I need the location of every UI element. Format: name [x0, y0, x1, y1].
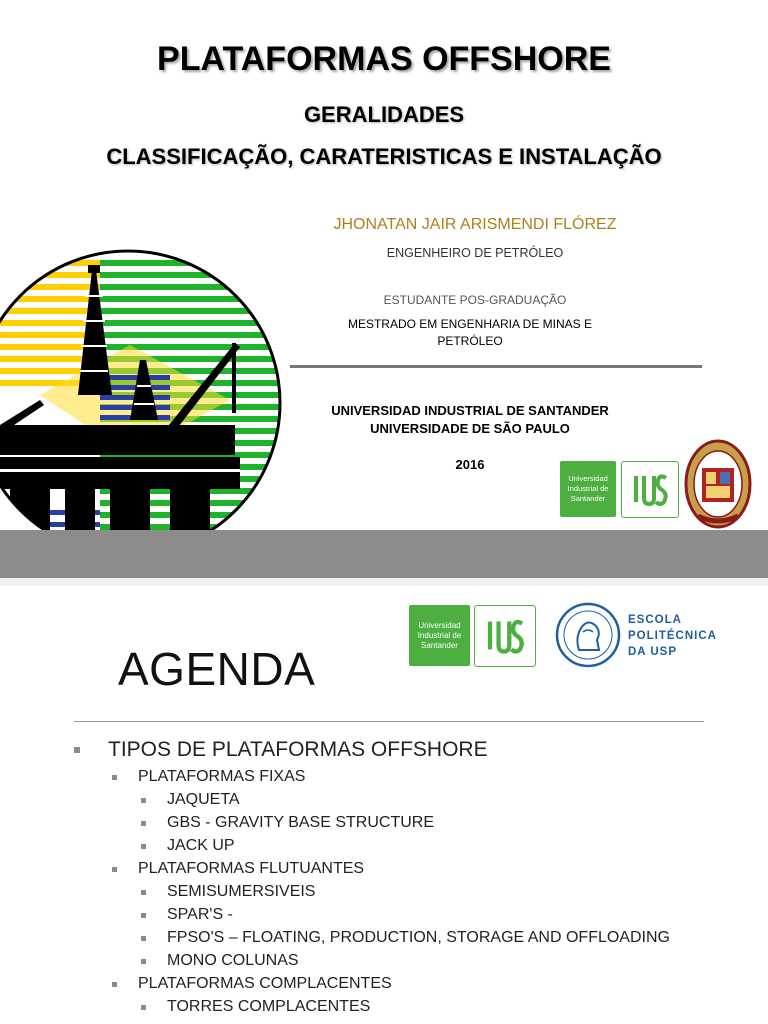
escola-politecnica-seal-icon	[555, 602, 621, 668]
escola-line2: POLITÉCNICA	[628, 630, 717, 642]
list-item: TIPOS DE PLATAFORMAS OFFSHORE	[108, 738, 488, 762]
bullet-icon	[141, 913, 146, 918]
bullet-icon	[141, 1005, 146, 1010]
list-item: PLATAFORMAS FIXAS	[138, 768, 305, 786]
bullet-icon	[141, 936, 146, 941]
subtitle-classificacao: CLASSIFICAÇÃO, CARATERISTICAS E INSTALAÇÃO	[106, 144, 662, 169]
escola-line1: ESCOLA	[628, 614, 682, 626]
master-program	[335, 316, 605, 350]
uis-monogram-icon	[475, 606, 535, 666]
agenda-heading: AGENDA	[118, 643, 316, 695]
bullet-icon	[112, 775, 117, 780]
bullet-icon	[112, 867, 117, 872]
subtitle-geralidades: GERALIDADES	[303, 102, 465, 127]
divider	[290, 365, 702, 368]
escola-line3: DA USP	[628, 646, 678, 658]
uis-logo-text: Universidad Industrial de Santander	[417, 620, 462, 650]
presentation-title: PLATAFORMAS OFFSHORE	[157, 40, 611, 78]
footer-bar	[0, 530, 768, 578]
uis-logo-text-block	[409, 605, 470, 666]
list-item: JAQUETA	[167, 791, 240, 809]
list-item: FPSO'S – FLOATING, PRODUCTION, STORAGE AND OFFLOADING	[167, 929, 670, 947]
bullet-icon	[141, 798, 146, 803]
list-item: SEMISUMERSIVEIS	[167, 883, 315, 901]
uis-logo-mark	[621, 461, 679, 518]
university-uis: UNIVERSIDAD INDUSTRIAL DE SANTANDER	[331, 403, 609, 418]
offshore-platform-emblem	[0, 225, 300, 578]
bullet-icon	[141, 959, 146, 964]
presentation-year: 2016	[455, 457, 485, 472]
list-item: MONO COLUNAS	[167, 952, 299, 970]
divider	[74, 721, 704, 722]
university-usp: UNIVERSIDADE DE SÃO PAULO	[370, 421, 570, 436]
student-status: ESTUDANTE POS-GRADUAÇÃO	[383, 293, 567, 307]
author-role: ENGENHEIRO DE PETRÓLEO	[386, 246, 564, 260]
list-item: PLATAFORMAS FLUTUANTES	[138, 860, 364, 878]
bullet-icon	[141, 890, 146, 895]
bullet-icon	[112, 982, 117, 987]
bullet-icon	[141, 844, 146, 849]
uis-logo-text-block	[560, 461, 616, 517]
list-item: TORRES COMPLACENTES	[167, 998, 370, 1016]
master-program-line2: PETRÓLEO	[437, 334, 503, 348]
uis-monogram-icon	[622, 462, 678, 517]
usp-seal-icon	[684, 438, 752, 530]
uis-logo-mark	[474, 605, 536, 667]
uis-logo-text: Universidad Industrial de Santander	[567, 474, 609, 503]
list-item: SPAR'S -	[167, 906, 233, 924]
master-program-line1: MESTRADO EM ENGENHARIA DE MINAS E	[347, 317, 593, 331]
escola-politecnica-logo-text	[628, 612, 717, 660]
bullet-icon	[141, 821, 146, 826]
list-item: PLATAFORMAS COMPLACENTES	[138, 975, 392, 993]
list-item: JACK UP	[167, 837, 235, 855]
list-item: GBS - GRAVITY BASE STRUCTURE	[167, 814, 434, 832]
agenda-slide	[0, 586, 768, 1024]
bullet-icon	[74, 747, 80, 753]
author-name: JHONATAN JAIR ARISMENDI FLÓREZ	[333, 216, 617, 233]
